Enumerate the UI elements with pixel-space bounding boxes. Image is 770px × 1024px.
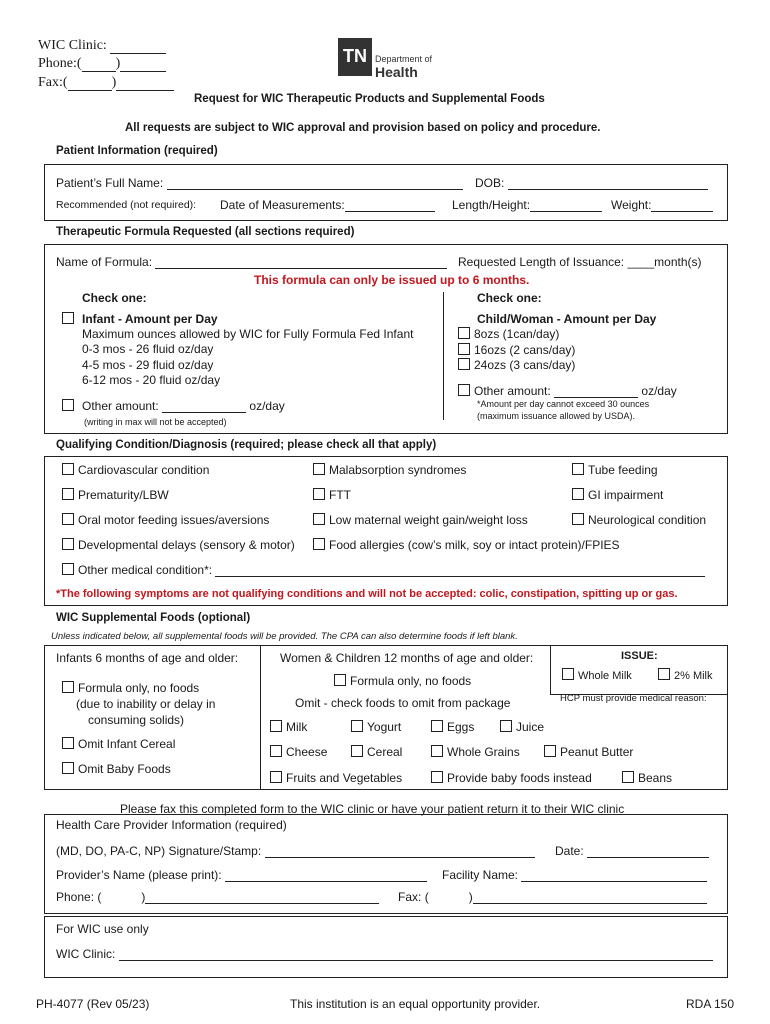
condition-checkbox[interactable] bbox=[572, 513, 584, 525]
formula-section-title: Therapeutic Formula Requested (all sections required) bbox=[56, 226, 355, 238]
women-formula-only[interactable]: Formula only, no foods bbox=[334, 674, 471, 688]
food-fruits-vegetables[interactable]: Fruits and Vegetables bbox=[270, 771, 402, 785]
food-cereal[interactable]: Cereal bbox=[351, 745, 402, 759]
form-title: Request for WIC Therapeutic Products and Supplemental Foods bbox=[194, 93, 545, 105]
condition-prematurity[interactable]: Prematurity/LBW bbox=[62, 488, 169, 502]
check-one-left: Check one: bbox=[82, 291, 147, 305]
child-other-amount[interactable]: Other amount: oz/day bbox=[458, 384, 677, 398]
infants-title: Infants 6 months of age and older: bbox=[56, 651, 239, 665]
child-title: Child/Woman - Amount per Day bbox=[477, 312, 657, 326]
condition-oral-motor[interactable]: Oral motor feeding issues/aversions bbox=[62, 513, 269, 527]
food-checkbox[interactable] bbox=[351, 720, 363, 732]
infant-reason-1: (due to inability or delay in bbox=[76, 697, 216, 711]
infant-row-3: 6-12 mos - 20 fluid oz/day bbox=[82, 373, 221, 387]
length-height-field[interactable]: Length/Height: bbox=[452, 198, 602, 212]
condition-cardiovascular[interactable]: Cardiovascular condition bbox=[62, 463, 209, 477]
provide-baby-foods[interactable]: Provide baby foods instead bbox=[431, 771, 592, 785]
food-checkbox[interactable] bbox=[431, 771, 443, 783]
hcp-reason: HCP must provide medical reason: bbox=[560, 693, 707, 704]
condition-checkbox[interactable] bbox=[572, 463, 584, 475]
omit-baby-checkbox[interactable] bbox=[62, 762, 74, 774]
omit-baby-foods[interactable]: Omit Baby Foods bbox=[62, 762, 171, 776]
condition-checkbox[interactable] bbox=[572, 488, 584, 500]
condition-checkbox[interactable] bbox=[313, 513, 325, 525]
conditions-warning: *The following symptoms are not qualifying conditions and will not be accepted: colic, constipation, spitting up or gas. bbox=[56, 588, 678, 600]
issue-2-milk[interactable]: 2% Milk bbox=[658, 668, 713, 682]
condition-other[interactable]: Other medical condition*: bbox=[62, 563, 705, 577]
signature-field[interactable]: (MD, DO, PA-C, NP) Signature/Stamp: bbox=[56, 844, 535, 858]
condition-checkbox[interactable] bbox=[62, 538, 74, 550]
omit-check-text: Omit - check foods to omit from package bbox=[295, 696, 511, 710]
patient-name-field[interactable]: Patient’s Full Name: bbox=[56, 176, 463, 190]
condition-developmental[interactable]: Developmental delays (sensory & motor) bbox=[62, 538, 295, 552]
weight-field[interactable]: Weight: bbox=[611, 198, 713, 212]
condition-checkbox[interactable] bbox=[313, 463, 325, 475]
tn-logo-mark: TN bbox=[338, 38, 372, 76]
condition-checkbox[interactable] bbox=[62, 463, 74, 475]
dob-field[interactable]: DOB: bbox=[475, 176, 708, 190]
phone-label: Phone:( ) bbox=[38, 56, 166, 72]
condition-checkbox[interactable] bbox=[313, 488, 325, 500]
food-yogurt[interactable]: Yogurt bbox=[351, 720, 401, 734]
infant-other-amount[interactable]: Other amount: oz/day bbox=[62, 399, 285, 413]
equal-opportunity: This institution is an equal opportunity provider. bbox=[290, 997, 541, 1011]
provider-section-title: Health Care Provider Information (required) bbox=[56, 818, 287, 832]
patient-info-box bbox=[44, 164, 728, 221]
omit-cereal-checkbox[interactable] bbox=[62, 737, 74, 749]
conditions-box bbox=[44, 456, 728, 606]
infant-other-checkbox[interactable] bbox=[62, 399, 74, 411]
food-checkbox[interactable] bbox=[270, 720, 282, 732]
condition-neurological[interactable]: Neurological condition bbox=[572, 513, 706, 527]
food-peanut-butter[interactable]: Peanut Butter bbox=[544, 745, 633, 759]
infant-row-1: 0-3 mos - 26 fluid oz/day bbox=[82, 342, 214, 356]
food-checkbox[interactable] bbox=[622, 771, 634, 783]
formula-name-field[interactable]: Name of Formula: bbox=[56, 255, 447, 269]
infant-formula-only[interactable]: Formula only, no foods bbox=[62, 681, 199, 695]
wic-clinic-label: WIC Clinic: bbox=[38, 38, 166, 54]
child-8oz-checkbox[interactable] bbox=[458, 327, 470, 339]
whole-milk-checkbox[interactable] bbox=[562, 668, 574, 680]
condition-checkbox[interactable] bbox=[313, 538, 325, 550]
supp-divider-2 bbox=[550, 645, 551, 694]
infant-max-note: (writing in max will not be accepted) bbox=[84, 417, 227, 427]
two-milk-checkbox[interactable] bbox=[658, 668, 670, 680]
form-subtitle: All requests are subject to WIC approval and provision based on policy and procedure. bbox=[125, 122, 601, 134]
formula-warning: This formula can only be issued up to 6 months. bbox=[254, 273, 530, 287]
women-formula-only-checkbox[interactable] bbox=[334, 674, 346, 686]
infant-formula-only-checkbox[interactable] bbox=[62, 681, 74, 693]
condition-checkbox[interactable] bbox=[62, 513, 74, 525]
women-title: Women & Children 12 months of age and older: bbox=[280, 651, 534, 665]
condition-maternal-weight[interactable]: Low maternal weight gain/weight loss bbox=[313, 513, 528, 527]
condition-ftt[interactable]: FTT bbox=[313, 488, 351, 502]
food-juice[interactable]: Juice bbox=[500, 720, 544, 734]
child-option-24oz[interactable]: 24ozs (3 cans/day) bbox=[458, 358, 575, 372]
issuance-length-field[interactable]: Requested Length of Issuance: ____month(s) bbox=[458, 255, 702, 269]
infant-max-text: Maximum ounces allowed by WIC for Fully Formula Fed Infant bbox=[82, 327, 414, 341]
food-beans[interactable]: Beans bbox=[622, 771, 672, 785]
date-measurements-field[interactable]: Date of Measurements: bbox=[220, 198, 435, 212]
provider-date-field[interactable]: Date: bbox=[555, 844, 709, 858]
form-id: PH-4077 (Rev 05/23) bbox=[36, 997, 150, 1011]
food-checkbox[interactable] bbox=[270, 771, 282, 783]
child-option-16oz[interactable]: 16ozs (2 cans/day) bbox=[458, 343, 575, 357]
provider-phone-field[interactable]: Phone: ( ) bbox=[56, 890, 379, 904]
food-whole-grains[interactable]: Whole Grains bbox=[431, 745, 520, 759]
fax-label: Fax:( ) bbox=[38, 75, 174, 91]
patient-section-title: Patient Information (required) bbox=[56, 145, 218, 157]
food-checkbox[interactable] bbox=[351, 745, 363, 757]
provider-name-field[interactable]: Provider’s Name (please print): bbox=[56, 868, 427, 882]
food-checkbox[interactable] bbox=[544, 745, 556, 757]
formula-divider bbox=[443, 292, 444, 420]
wic-use-title: For WIC use only bbox=[56, 922, 149, 936]
food-checkbox[interactable] bbox=[500, 720, 512, 732]
facility-name-field[interactable]: Facility Name: bbox=[442, 868, 707, 882]
wic-use-clinic-field[interactable]: WIC Clinic: bbox=[56, 947, 713, 961]
infant-checkbox[interactable] bbox=[62, 312, 74, 324]
child-note-1: *Amount per day cannot exceed 30 ounces bbox=[477, 399, 650, 409]
rda-number: RDA 150 bbox=[686, 997, 735, 1011]
conditions-section-title: Qualifying Condition/Diagnosis (required; please check all that apply) bbox=[56, 439, 437, 451]
supplemental-section-title: WIC Supplemental Foods (optional) bbox=[56, 612, 251, 624]
condition-gi[interactable]: GI impairment bbox=[572, 488, 663, 502]
infant-reason-2: consuming solids) bbox=[88, 713, 185, 727]
issue-title: ISSUE: bbox=[621, 650, 658, 662]
provider-fax-field[interactable]: Fax: ( ) bbox=[398, 890, 707, 904]
condition-tube-feeding[interactable]: Tube feeding bbox=[572, 463, 658, 477]
child-option-8oz[interactable]: 8ozs (1can/day) bbox=[458, 327, 559, 341]
issue-whole-milk[interactable]: Whole Milk bbox=[562, 668, 632, 682]
child-note-2: (maximum issuance allowed by USDA). bbox=[477, 411, 636, 421]
food-checkbox[interactable] bbox=[431, 745, 443, 757]
supplemental-note: Unless indicated below, all supplemental foods will be provided. The CPA can also determine foods if left blank. bbox=[51, 631, 518, 642]
infant-option[interactable]: Infant - Amount per Day bbox=[62, 312, 218, 326]
recommended-label: Recommended (not required): bbox=[56, 199, 197, 211]
omit-infant-cereal[interactable]: Omit Infant Cereal bbox=[62, 737, 175, 751]
condition-checkbox[interactable] bbox=[62, 488, 74, 500]
logo-dept-text: Department of bbox=[375, 54, 433, 64]
child-24oz-checkbox[interactable] bbox=[458, 358, 470, 370]
food-cheese[interactable]: Cheese bbox=[270, 745, 327, 759]
infant-row-2: 4-5 mos - 29 fluid oz/day bbox=[82, 358, 214, 372]
supp-divider-1 bbox=[260, 645, 261, 790]
food-checkbox[interactable] bbox=[270, 745, 282, 757]
logo-health-text: Health bbox=[375, 64, 418, 80]
child-other-checkbox[interactable] bbox=[458, 384, 470, 396]
food-checkbox[interactable] bbox=[431, 720, 443, 732]
food-milk[interactable]: Milk bbox=[270, 720, 307, 734]
check-one-right: Check one: bbox=[477, 291, 542, 305]
child-16oz-checkbox[interactable] bbox=[458, 343, 470, 355]
condition-food-allergies[interactable]: Food allergies (cow’s milk, soy or intact protein)/FPIES bbox=[313, 538, 620, 552]
fax-note: Please fax this completed form to the WIC clinic or have your patient return it to their WIC clinic bbox=[120, 802, 625, 816]
condition-malabsorption[interactable]: Malabsorption syndromes bbox=[313, 463, 466, 477]
food-eggs[interactable]: Eggs bbox=[431, 720, 474, 734]
condition-checkbox[interactable] bbox=[62, 563, 74, 575]
